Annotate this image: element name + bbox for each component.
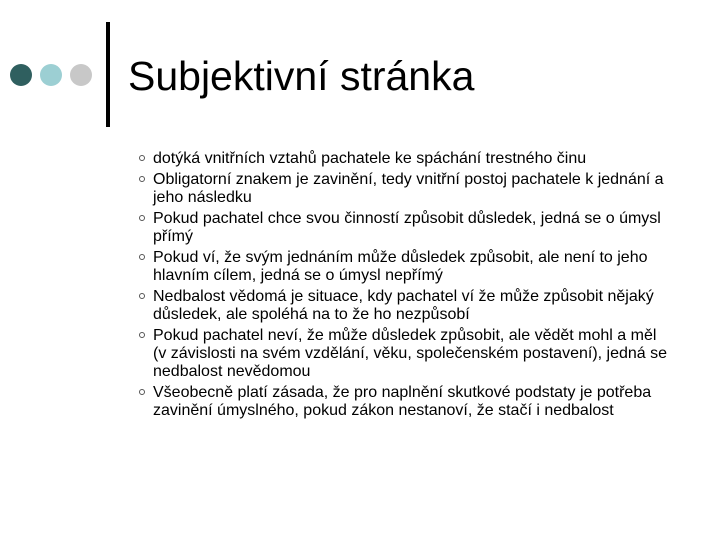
list-item-text: Obligatorní znakem je zavinění, tedy vnitřní postoj pachatele k jednání a jeho následku [153,171,664,206]
list-item [142,171,670,207]
bullet-list [142,150,670,423]
circle-bullet-icon [139,389,145,395]
list-item-text: dotýká vnitřních vztahů pachatele ke spáchání trestného činu [153,150,587,167]
slide-title: Subjektivní stránka [128,53,475,99]
list-item [142,288,670,324]
list-item [142,384,670,420]
teal-dot-icon [10,64,32,86]
list-item-text: Pokud pachatel chce svou činností způsobit důsledek, jedná se o úmysl přímý [153,210,661,245]
circle-bullet-icon [139,293,145,299]
list-item [142,249,670,285]
light-blue-dot-icon [40,64,62,86]
list-item-text: Pokud ví, že svým jednáním může důsledek způsobit, ale není to jeho hlavním cílem, jedná se o úmysl nepřímý [153,249,648,284]
circle-bullet-icon [139,254,145,260]
list-item [142,150,670,168]
list-item-text: Všeobecně platí zásada, že pro naplnění skutkové podstaty je potřeba zavinění úmyslného, pokud zákon nestanoví, že stačí i nedbalost [153,384,652,419]
circle-bullet-icon [139,332,145,338]
title-divider [106,22,110,127]
list-item-text: Pokud pachatel neví, že může důsledek způsobit, ale vědět mohl a měl (v závislosti na svém vzdělání, věku, společenském postavení), jedná se nedbalost nevědomou [153,327,668,380]
list-item [142,210,670,246]
circle-bullet-icon [139,155,145,161]
list-item-text: Nedbalost vědomá je situace, kdy pachatel ví že může způsobit nějaký důsledek, ale spoléhá na to že ho nezpůsobí [153,288,654,323]
circle-bullet-icon [139,215,145,221]
list-item [142,327,670,381]
circle-bullet-icon [139,176,145,182]
gray-dot-icon [70,64,92,86]
